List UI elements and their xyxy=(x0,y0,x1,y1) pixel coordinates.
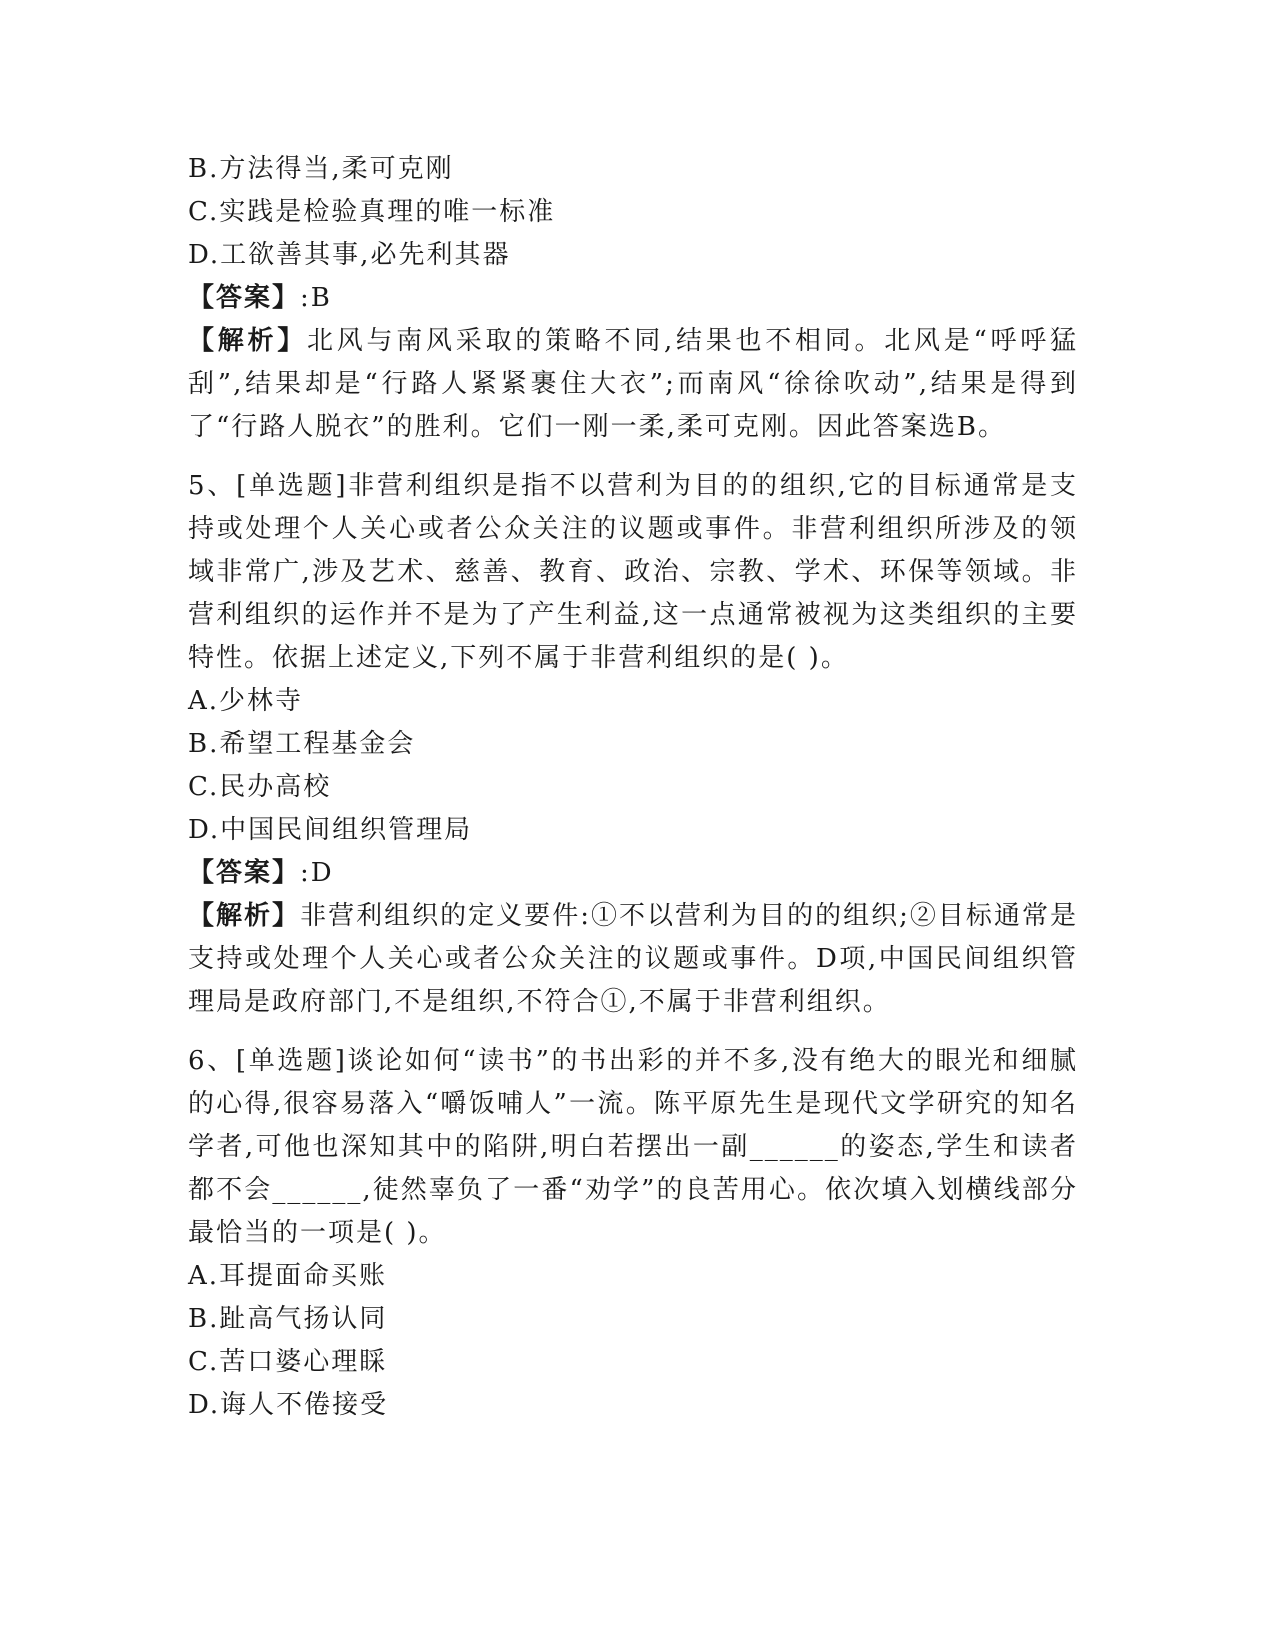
q5-option-d: D.中国民间组织管理局 xyxy=(188,815,473,845)
q5-answer xyxy=(188,852,1078,895)
q6-option-a: A.耳提面命买账 xyxy=(188,1261,388,1291)
q5-stem: 5、[单选题]非营利组织是指不以营利为目的的组织,它的目标通常是支持或处理个人关心或者公众关注的议题或事件。非营利组织所涉及的领域非常广,涉及艺术、慈善、教育、政治、宗教、学术、环保等领域。非营利组织的运作并不是为了产生利益,这一点通常被视为这类组织的主要特性。依据上述定义,下列不属于非营利组织的是( )。 xyxy=(188,471,1078,673)
document-page xyxy=(188,148,1078,1427)
q5-answer-label: 【答案】 xyxy=(188,858,301,888)
q5-answer-value: :D xyxy=(300,858,334,888)
q4-answer-value: :B xyxy=(300,283,332,313)
q5-option-c: C.民办高校 xyxy=(188,772,332,802)
q5-analysis-text: 非营利组织的定义要件:①不以营利为目的的组织;②目标通常是支持或处理个人关心或者公众关注的议题或事件。D项,中国民间组织管理局是政府部门,不是组织,不符合①,不属于非营利组织。 xyxy=(188,901,1078,1017)
q6-stem: 6、[单选题]谈论如何“读书”的书出彩的并不多,没有绝大的眼光和细腻的心得,很容易落入“嚼饭哺人”一流。陈平原先生是现代文学研究的知名学者,可他也深知其中的陷阱,明白若摆出一副______的姿态,学生和读者都不会______,徒然辜负了一番“劝学”的良苦用心。依次填入划横线部分最恰当的一项是( )。 xyxy=(188,1046,1078,1248)
q6-option-c: C.苦口婆心理睬 xyxy=(188,1347,388,1377)
q6-option-d: D.诲人不倦接受 xyxy=(188,1390,389,1420)
q4-option-d: D.工欲善其事,必先利其器 xyxy=(188,240,511,270)
q5-option-b: B.希望工程基金会 xyxy=(188,729,416,759)
q4-answer xyxy=(188,277,1078,320)
q4-analysis-label: 【解析】 xyxy=(188,326,307,356)
q5-analysis-label: 【解析】 xyxy=(188,901,301,931)
q4-analysis xyxy=(188,320,1078,449)
q5-option-a: A.少林寺 xyxy=(188,686,304,716)
q4-answer-label: 【答案】 xyxy=(188,283,301,313)
q6-option-b: B.趾高气扬认同 xyxy=(188,1304,388,1334)
q4-option-b: B.方法得当,柔可克刚 xyxy=(188,154,454,184)
q4-analysis-text: 北风与南风采取的策略不同,结果也不相同。北风是“呼呼猛刮”,结果却是“行路人紧紧裹住大衣”;而南风“徐徐吹动”,结果是得到了“行路人脱衣”的胜利。它们一刚一柔,柔可克刚。因此答案选B。 xyxy=(188,326,1078,442)
q5-analysis xyxy=(188,895,1078,1024)
q4-option-c: C.实践是检验真理的唯一标准 xyxy=(188,197,556,227)
